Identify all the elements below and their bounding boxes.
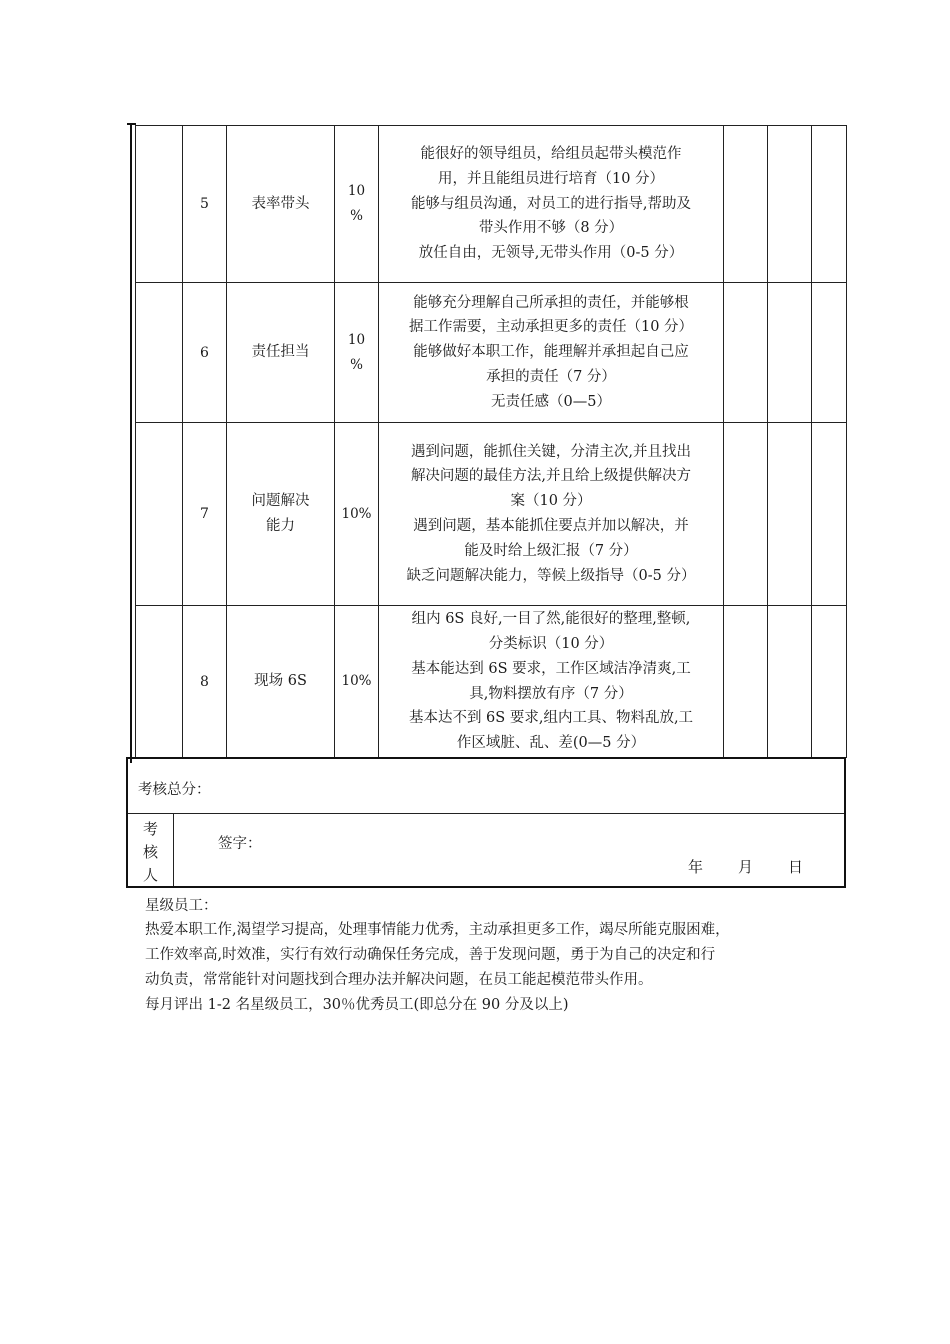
item-name: 责任担当 <box>227 283 335 423</box>
description-line: 能及时给上级汇报（7 分） <box>464 542 638 559</box>
description-line: 用，并且能组员进行培育（10 分） <box>437 170 665 187</box>
score-cell[interactable] <box>812 606 847 758</box>
row-number: 6 <box>183 283 227 423</box>
star-employee-desc-line: 热爱本职工作,渴望学习提高，处理事情能力优秀，主动承担更多工作，竭尽所能克服困难， <box>145 922 730 938</box>
score-cell[interactable] <box>724 606 768 758</box>
date-year-label: 年 <box>688 858 704 876</box>
weight-cell <box>335 283 379 423</box>
signature-label: 签字： <box>218 836 262 852</box>
score-cell[interactable] <box>812 423 847 606</box>
score-cell[interactable] <box>768 606 812 758</box>
criteria-table <box>135 125 847 758</box>
description-line: 能很好的领导组员，给组员起带头模范作 <box>420 146 682 162</box>
row-number: 5 <box>183 126 227 283</box>
description-line: 放任自由，无领导,无带头作用（0-5 分） <box>418 245 684 262</box>
item-name-line: 能力 <box>266 518 295 534</box>
table-left-rule <box>130 123 132 763</box>
score-cell[interactable] <box>724 126 768 283</box>
description-line: 无责任感（0—5） <box>491 393 611 410</box>
description-line: 分类标识（10 分） <box>488 635 614 652</box>
reviewer-label-column <box>128 814 174 886</box>
description-line: 能够做好本职工作，能理解并承担起自己应 <box>413 344 689 361</box>
row-number: 8 <box>183 606 227 758</box>
table-row <box>136 423 847 606</box>
description-line: 缺乏问题解决能力，等候上级指导（0-5 分） <box>406 567 696 584</box>
weight-value: 10 <box>347 331 366 348</box>
description-line: 能够充分理解自己所承担的责任，并能够根 <box>413 294 689 311</box>
description-line: 能够与组员沟通，对员工的进行指导,帮助及 <box>410 195 692 212</box>
score-cell[interactable] <box>812 283 847 423</box>
score-cell[interactable] <box>724 423 768 606</box>
date-day-label: 日 <box>788 858 804 876</box>
weight-value: 10 <box>347 183 366 199</box>
score-cell[interactable] <box>768 423 812 606</box>
table-row <box>136 283 847 423</box>
score-cell[interactable] <box>812 126 847 283</box>
score-cell[interactable] <box>768 283 812 423</box>
category-cell <box>136 126 183 283</box>
total-score-label: 考核总分： <box>138 782 211 798</box>
description-line: 遇到问题，能抓住关键，分清主次,并且找出 <box>410 443 692 460</box>
description-line: 基本能达到 6S 要求，工作区域洁净清爽,工 <box>411 660 691 677</box>
criteria-description <box>379 126 724 283</box>
category-cell <box>136 606 183 758</box>
assessment-summary-box <box>126 757 846 888</box>
star-employee-title: 星级员工： <box>145 898 218 914</box>
weight-value: 10% <box>335 423 379 606</box>
monthly-selection-rule: 每月评出 1-2 名星级员工，30％优秀员工(即总分在 90 分及以上) <box>145 997 569 1013</box>
row-number: 7 <box>183 423 227 606</box>
star-employee-desc-line: 工作效率高,时效准，实行有效行动确保任务完成，善于发现问题，勇于为自己的决定和行 <box>145 947 716 963</box>
weight-unit: % <box>350 208 363 224</box>
reviewer-label-char: 人 <box>143 866 159 884</box>
description-line: 作区域脏、乱、差(0—5 分） <box>456 735 646 752</box>
description-line: 具,物料摆放有序（7 分） <box>469 685 633 702</box>
score-cell[interactable] <box>724 283 768 423</box>
reviewer-label-char: 核 <box>143 843 159 861</box>
total-score-row[interactable] <box>128 759 844 814</box>
weight-value: 10% <box>335 606 379 758</box>
description-line: 案（10 分） <box>510 493 592 510</box>
description-line: 带头作用不够（8 分） <box>478 220 624 237</box>
weight-cell <box>335 126 379 283</box>
category-cell <box>136 423 183 606</box>
table-row <box>136 126 847 283</box>
score-cell[interactable] <box>768 126 812 283</box>
item-name: 现场 6S <box>227 606 335 758</box>
description-line: 遇到问题，基本能抓住要点并加以解决，并 <box>413 518 689 534</box>
description-line: 组内 6S 良好,一目了然,能很好的整理,整顿, <box>411 611 691 628</box>
description-line: 承担的责任（7 分） <box>486 368 616 385</box>
reviewer-label-char: 考 <box>143 820 159 838</box>
description-line: 基本达不到 6S 要求,组内工具、物料乱放,工 <box>408 710 694 727</box>
item-name <box>227 423 335 606</box>
item-name-line: 问题解决 <box>251 493 310 509</box>
weight-unit: % <box>350 356 363 373</box>
criteria-description <box>379 423 724 606</box>
criteria-description <box>379 283 724 423</box>
category-cell <box>136 283 183 423</box>
date-month-label: 月 <box>738 858 754 876</box>
description-line: 解决问题的最佳方法,并且给上级提供解决方 <box>410 468 692 485</box>
description-line: 据工作需要，主动承担更多的责任（10 分） <box>408 319 694 336</box>
item-name: 表率带头 <box>227 126 335 283</box>
table-row <box>136 606 847 758</box>
criteria-description <box>379 606 724 758</box>
star-employee-desc-line: 动负责，常常能针对问题找到合理办法并解决问题，在员工能起模范带头作用。 <box>145 972 653 988</box>
